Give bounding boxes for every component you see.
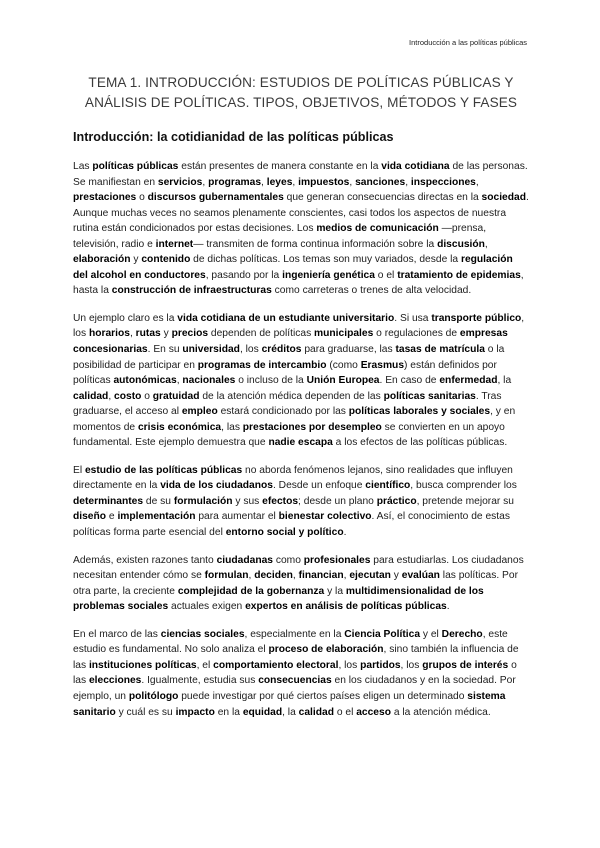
- bold-term: políticas públicas: [92, 161, 179, 172]
- bold-term: servicios: [157, 176, 203, 188]
- text-run: para estudiarlas. Los ciudadanos necesitan entender cómo se: [73, 554, 524, 582]
- text-run: de su: [143, 495, 174, 507]
- bold-term: empresas concesionarias: [73, 328, 508, 356]
- text-run: , hasta la: [73, 269, 524, 297]
- text-run: . En caso de: [379, 375, 440, 387]
- bold-term: determinantes: [73, 495, 144, 507]
- paragraph: [73, 627, 530, 720]
- text-run: e: [106, 511, 118, 523]
- text-run: ,: [349, 176, 356, 188]
- text-run: , especialmente en la: [244, 628, 345, 640]
- bold-term: formulan: [204, 570, 249, 582]
- text-run: . Igualmente, estudia sus: [141, 675, 259, 687]
- text-run: como carreteras o trenes de alta velocidad.: [271, 285, 472, 297]
- bold-term: vida cotidiana: [381, 161, 450, 172]
- bold-term: prestaciones: [73, 192, 137, 204]
- text-run: , y en momentos de: [73, 406, 516, 433]
- bold-term: comportamiento electoral: [213, 659, 339, 671]
- text-run: de dichas políticas. Los temas son muy variados, desde la: [190, 254, 461, 266]
- text-run: , pasando por la: [205, 269, 283, 281]
- bold-term: nacionales: [182, 375, 236, 387]
- bold-term: rutas: [135, 328, 161, 340]
- text-run: o: [141, 390, 153, 402]
- bold-term: créditos: [261, 344, 302, 356]
- bold-term: Erasmus: [360, 359, 405, 371]
- text-run: que generan consecuencias directas en la: [283, 192, 482, 204]
- text-run: Además, existen razones tanto: [73, 554, 217, 566]
- text-run: en los ciudadanos y en la sociedad. Por ejemplo, un: [73, 675, 516, 702]
- bold-term: bienestar colectivo: [278, 511, 372, 523]
- bold-term: programas de intercambio: [197, 359, 327, 371]
- text-run: Un ejemplo claro es la: [73, 312, 178, 324]
- bold-term: nadie escapa: [268, 437, 333, 449]
- bold-term: equidad: [242, 706, 283, 718]
- text-run: , pretende mejorar su: [416, 495, 515, 507]
- text-run: o incluso de la: [235, 375, 307, 387]
- bold-term: deciden: [254, 570, 293, 582]
- text-run: dependen de políticas: [208, 328, 315, 340]
- bold-term: ingeniería genética: [282, 269, 375, 281]
- bold-term: impacto: [175, 706, 215, 718]
- bold-term: medios de comunicación: [316, 223, 439, 235]
- bold-term: costo: [114, 390, 142, 402]
- text-run: , busca comprender los: [410, 480, 517, 492]
- bold-term: empleo: [181, 406, 218, 418]
- bold-term: políticas sanitarias: [383, 390, 476, 402]
- text-run: de la atención médica dependen de las: [199, 390, 384, 402]
- text-run: estará condicionado por las: [217, 406, 349, 418]
- text-run: Las: [73, 161, 93, 172]
- paragraph: [73, 159, 530, 299]
- bold-term: discusión: [437, 238, 485, 250]
- bold-term: tratamiento de epidemias: [397, 269, 521, 281]
- bold-term: proceso de elaboración: [268, 644, 384, 656]
- text-run: a la atención médica.: [390, 706, 491, 718]
- text-run: ,: [475, 176, 479, 188]
- text-run: , este estudio es fundamental. No solo analiza el: [73, 628, 508, 656]
- text-run: , los: [400, 659, 423, 671]
- text-run: están presentes de manera constante en la: [178, 161, 382, 172]
- running-header: Introducción a las políticas públicas: [409, 38, 527, 47]
- text-run: . Así, el conocimiento de estas políticas forma parte esencial del: [73, 511, 510, 539]
- bold-term: Unión Europea: [306, 375, 380, 387]
- bold-term: inspecciones: [410, 176, 476, 188]
- body-text: [73, 159, 530, 732]
- text-run: y cuál es su: [115, 706, 176, 718]
- text-run: de las personas. Se manifiestan en: [73, 161, 528, 188]
- text-run: , los: [239, 344, 262, 356]
- bold-term: programas: [208, 176, 262, 188]
- text-run: ,: [261, 176, 267, 188]
- text-run: — transmiten de forma continua información sobre la: [193, 238, 438, 250]
- text-run: en la: [214, 706, 243, 718]
- text-run: y: [160, 328, 172, 340]
- document-title: TEMA 1. INTRODUCCIÓN: ESTUDIOS DE POLÍTICAS PÚBLICAS Y ANÁLISIS DE POLÍTICAS. TIPOS, OBJETIVOS, MÉTODOS Y FASES: [84, 75, 518, 110]
- bold-term: ejecutan: [349, 570, 391, 582]
- bold-term: sistema sanitario: [73, 690, 506, 718]
- text-run: .: [343, 527, 347, 539]
- text-run: ,: [405, 176, 411, 188]
- text-run: , la: [497, 375, 512, 387]
- bold-term: calidad: [73, 390, 109, 402]
- bold-term: prestaciones por desempleo: [242, 421, 382, 433]
- paragraph: [73, 553, 530, 615]
- bold-term: Ciencia Política: [344, 628, 421, 640]
- text-run: ; desde un plano: [298, 495, 377, 507]
- text-run: .: [446, 601, 450, 613]
- text-run: para graduarse, las: [301, 344, 396, 356]
- text-run: (como: [326, 359, 361, 371]
- text-run: . En su: [147, 344, 183, 356]
- paragraph: [73, 463, 530, 541]
- bold-term: crisis económica: [137, 421, 222, 433]
- text-run: y: [390, 570, 402, 582]
- bold-term: evalúan: [401, 570, 440, 582]
- text-run: . Si usa: [394, 312, 432, 324]
- text-run: puede investigar por qué ciertos países eligen un determinado: [178, 690, 468, 702]
- text-run: —prensa, televisión, radio e: [73, 223, 487, 250]
- bold-term: políticas laborales y sociales: [348, 406, 491, 418]
- text-run: las políticas. Por otra parte, la creciente: [73, 570, 518, 597]
- text-run: , los: [73, 312, 525, 340]
- text-run: y: [130, 254, 142, 266]
- bold-term: práctico: [376, 495, 417, 507]
- text-run: y sus: [232, 495, 263, 507]
- text-run: ,: [248, 570, 255, 582]
- text-run: o las: [73, 659, 517, 687]
- bold-term: formulación: [173, 495, 233, 507]
- bold-term: tasas de matrícula: [395, 344, 485, 356]
- bold-term: Derecho: [441, 628, 483, 640]
- text-run: ,: [108, 390, 115, 402]
- bold-term: acceso: [356, 706, 391, 718]
- bold-term: estudio de las políticas públicas: [84, 464, 243, 476]
- text-run: ,: [202, 176, 209, 188]
- bold-term: discursos gubernamentales: [147, 192, 284, 204]
- bold-term: transporte público: [431, 312, 522, 324]
- bold-term: precios: [171, 328, 209, 340]
- text-run: ,: [292, 176, 299, 188]
- bold-term: gratuidad: [152, 390, 200, 402]
- text-run: para aumentar el: [195, 511, 279, 523]
- bold-term: instituciones políticas: [88, 659, 197, 671]
- text-run: y el: [420, 628, 442, 640]
- text-run: ,: [484, 238, 488, 250]
- bold-term: implementación: [117, 511, 196, 523]
- text-run: , el: [196, 659, 214, 671]
- text-run: o la posibilidad de participar en: [73, 344, 505, 371]
- bold-term: expertos en análisis de políticas públicas: [245, 601, 447, 613]
- text-run: o el: [374, 269, 398, 281]
- bold-term: consecuencias: [258, 675, 332, 687]
- text-run: , la: [282, 706, 299, 718]
- text-run: no aborda fenómenos lejanos, sino realidades que influyen directamente en la: [73, 464, 513, 492]
- bold-term: sociedad: [481, 192, 526, 204]
- bold-term: diseño: [73, 511, 107, 523]
- bold-term: ciencias sociales: [160, 628, 245, 640]
- bold-term: horarios: [88, 328, 130, 340]
- section-heading: Introducción: la cotidianidad de las políticas públicas: [73, 130, 394, 144]
- bold-term: profesionales: [303, 554, 371, 566]
- bold-term: universidad: [182, 344, 240, 356]
- bold-term: elecciones: [88, 675, 142, 687]
- bold-term: científico: [365, 480, 411, 492]
- text-run: . Aunque muchas veces no seamos plenamente conscientes, casi todos los aspectos de nuestra rutina están condicionados por estas decisiones. Los: [73, 192, 529, 235]
- text-run: ,: [176, 375, 183, 387]
- bold-term: regulación del alcohol en conductores: [73, 254, 513, 281]
- text-run: ,: [343, 570, 350, 582]
- bold-term: partidos: [360, 659, 401, 671]
- bold-term: construcción de infraestructuras: [111, 285, 272, 297]
- bold-term: calidad: [298, 706, 334, 718]
- bold-term: enfermedad: [439, 375, 498, 387]
- bold-term: municipales: [314, 328, 374, 340]
- text-run: y la: [324, 585, 346, 597]
- bold-term: vida de los ciudadanos: [160, 480, 273, 492]
- text-run: , sino también la influencia de las: [73, 644, 519, 671]
- text-run: o: [136, 192, 148, 204]
- text-run: se convierten en un apoyo fundamental. Este ejemplo demuestra que: [73, 421, 505, 449]
- text-run: En el marco de las: [73, 628, 161, 640]
- bold-term: complejidad de la gobernanza: [177, 585, 325, 597]
- text-run: a los efectos de las políticas públicas.: [332, 437, 508, 449]
- bold-term: ciudadanas: [216, 554, 273, 566]
- bold-term: impuestos: [298, 176, 350, 188]
- bold-term: vida cotidiana de un estudiante universitario: [177, 312, 395, 324]
- text-run: ,: [292, 570, 299, 582]
- bold-term: internet: [155, 238, 194, 250]
- text-run: ) están definidos por políticas: [73, 359, 497, 387]
- bold-term: contenido: [141, 254, 191, 266]
- text-run: , las: [221, 421, 243, 433]
- bold-term: leyes: [266, 176, 293, 188]
- text-run: actuales exigen: [168, 601, 246, 613]
- text-run: . Tras graduarse, el acceso al: [73, 390, 502, 418]
- text-run: o el: [333, 706, 357, 718]
- bold-term: financian: [298, 570, 344, 582]
- text-run: . Desde un enfoque: [272, 480, 366, 492]
- bold-term: sanciones: [355, 176, 406, 188]
- text-run: El: [73, 464, 85, 476]
- bold-term: efectos: [262, 495, 299, 507]
- bold-term: autonómicas: [113, 375, 177, 387]
- text-run: , los: [338, 659, 361, 671]
- bold-term: elaboración: [73, 254, 131, 266]
- bold-term: politólogo: [128, 690, 179, 702]
- bold-term: entorno social y político: [225, 527, 344, 539]
- bold-term: grupos de interés: [422, 659, 509, 671]
- paragraph: [73, 311, 530, 451]
- text-run: ,: [129, 328, 136, 340]
- text-run: como: [273, 554, 304, 566]
- bold-term: multidimensionalidad de los problemas sociales: [73, 585, 484, 613]
- text-run: o regulaciones de: [373, 328, 460, 340]
